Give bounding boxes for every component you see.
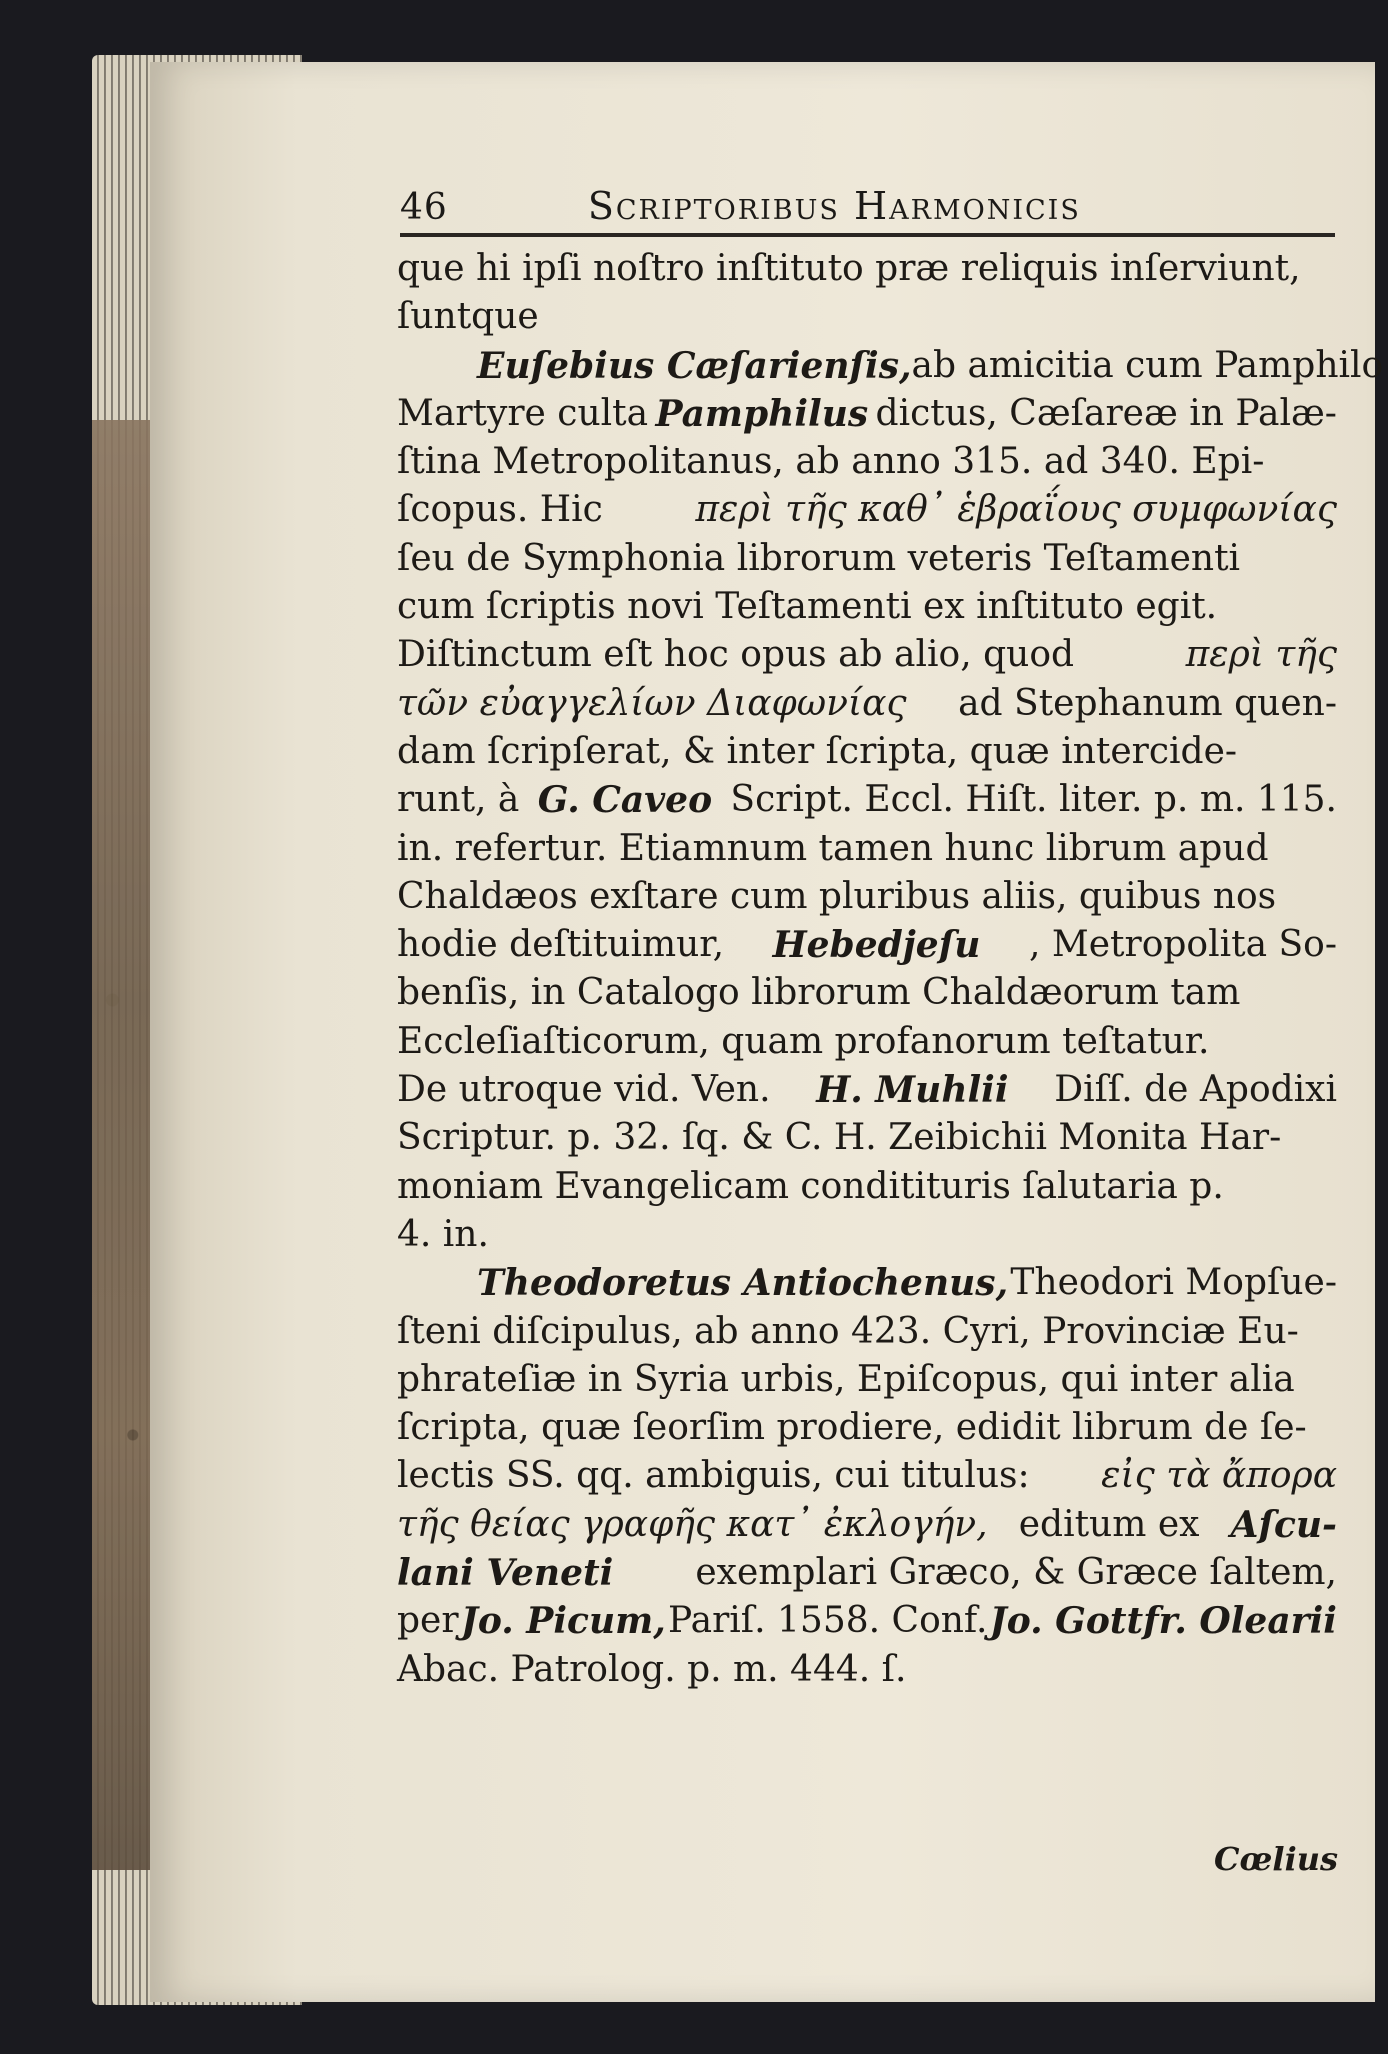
- text-line: benſis, in Catalogo librorum Chaldæorum tam: [397, 972, 1241, 1014]
- text-line: Eccleſiaſticorum, quam profanorum teſtatur.: [397, 1020, 1210, 1062]
- text-line: ſteni diſcipulus, ab anno 423. Cyri, Provinciæ Eu-: [397, 1310, 1299, 1352]
- text-line: que hi ipſi noſtro inſtituto præ reliquis inſerviunt,: [397, 248, 1301, 289]
- body-text: [397, 245, 1384, 1694]
- text-line: Abac. Patrolog. p. m. 444. ſ.: [397, 1648, 907, 1690]
- running-title: Scriptoribus Harmonicis: [587, 184, 1081, 228]
- text-line: Euſebius Cæſarienſis, ab amicitia cum Pamphilo: [477, 344, 1384, 387]
- text-line: runt, à G. Caveo Script. Eccl. Hiſt. liter. p. m. 115.: [397, 779, 1337, 822]
- text-line: ſtina Metropolitanus, ab anno 315. ad 340. Epi-: [397, 441, 1265, 483]
- text-line: ſcopus. Hic περὶ τῆς καθ᾽ ἑβραΐους συμφωνίας: [397, 489, 1337, 531]
- text-line: ſcripta, quæ ſeorſim prodiere, edidit librum de ſe-: [397, 1407, 1307, 1449]
- text-line: De utroque vid. Ven. H. Muhlii Diſſ. de Apodixi: [397, 1069, 1337, 1112]
- text-line: lectis SS. qq. ambiguis, cui titulus: εἰς τὰ ἄπορα: [397, 1455, 1337, 1497]
- text-line: Theodoretus Antiochenus, Theodori Mopſue-: [477, 1262, 1337, 1305]
- text-line: hodie deſtituimur, Hebedjeſu , Metropolita So-: [397, 924, 1337, 967]
- text-line: in. refertur. Etiamnum tamen hunc librum apud: [397, 827, 1269, 869]
- running-head: [400, 168, 1340, 228]
- text-line: Chaldæos exſtare cum pluribus aliis, quibus nos: [397, 875, 1277, 917]
- text-line: ſuntque: [397, 296, 539, 338]
- text-line: lani Veneti exemplari Græco, & Græce ſaltem,: [397, 1552, 1337, 1595]
- page-number: 46: [400, 187, 448, 228]
- header-rule: [400, 233, 1335, 237]
- text-line: phrateſiæ in Syria urbis, Epiſcopus, qui inter alia: [397, 1358, 1295, 1400]
- text-line: dam ſcripſerat, & inter ſcripta, quæ intercide-: [397, 730, 1238, 772]
- text-line: Scriptur. p. 32. ſq. & C. H. Zeibichii Monita Har-: [397, 1117, 1282, 1159]
- text-line: τῶν εὐαγγελίων Διαφωνίας ad Stephanum quen-: [397, 682, 1337, 724]
- catchword: Cœlius: [1214, 1840, 1338, 1878]
- text-line: per Jo. Picum, Pariſ. 1558. Conf. Jo. Gottfr. Olearii: [397, 1600, 1337, 1643]
- text-line: 4. in.: [397, 1213, 489, 1255]
- text-line: cum ſcriptis novi Teſtamenti ex inſtituto egit.: [397, 586, 1218, 628]
- text-line: Diſtinctum eſt hoc opus ab alio, quod περὶ τῆς: [397, 634, 1337, 676]
- text-line: Martyre culta Pamphilus dictus, Cæſareæ in Palæ-: [397, 392, 1337, 435]
- text-line: τῆς θείας γραφῆς κατ᾽ ἐκλογήν, editum ex Aſcu-: [397, 1503, 1337, 1546]
- text-line: ſeu de Symphonia librorum veteris Teſtamenti: [397, 537, 1241, 579]
- text-line: moniam Evangelicam conditituris ſalutaria p.: [397, 1165, 1224, 1207]
